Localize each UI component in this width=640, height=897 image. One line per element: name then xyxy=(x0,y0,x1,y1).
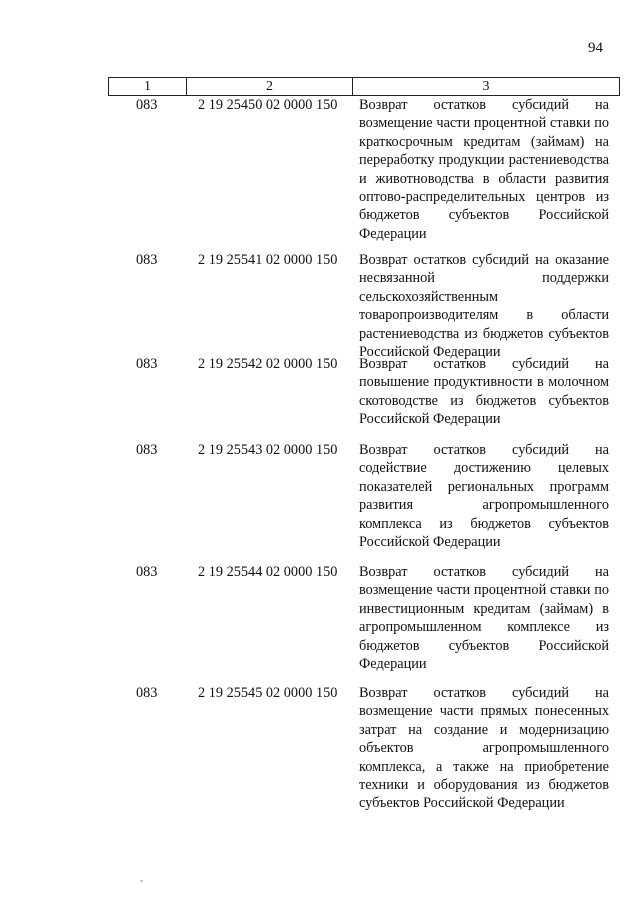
kbk-code-cell: 2 19 25450 02 0000 150 xyxy=(198,97,338,113)
kbk-code-cell: 2 19 25544 02 0000 150 xyxy=(198,564,338,580)
column-header-3: 3 xyxy=(482,79,490,94)
admin-code-cell: 083 xyxy=(136,564,158,580)
column-header-2: 2 xyxy=(187,78,353,95)
admin-code-cell: 083 xyxy=(136,252,158,268)
kbk-code-cell: 2 19 25545 02 0000 150 xyxy=(198,685,338,701)
description-cell: Возврат остатков субсидий на возмещение части прямых понесенных затрат на создание и модернизацию объектов агропромышленного комплекса, а также на приобретение техники и оборудования из бюджетов субъектов Российской Федерации xyxy=(359,685,609,812)
admin-code-cell: 083 xyxy=(136,356,158,372)
admin-code-cell: 083 xyxy=(136,97,158,113)
kbk-code-cell: 2 19 25542 02 0000 150 xyxy=(198,356,338,372)
kbk-code-cell: 2 19 25541 02 0000 150 xyxy=(198,252,338,268)
scan-speck xyxy=(140,880,143,882)
page-number: 94 xyxy=(588,40,603,56)
admin-code-cell: 083 xyxy=(136,685,158,701)
column-header-1: 1 xyxy=(109,78,187,95)
table-column-header xyxy=(108,77,620,96)
description-cell: Возврат остатков субсидий на оказание несвязанной поддержки сельскохозяйственным товаропроизводителям в области растениеводства из бюджетов субъектов Российской Федерации xyxy=(359,252,609,361)
kbk-code-cell: 2 19 25543 02 0000 150 xyxy=(198,442,338,458)
description-cell: Возврат остатков субсидий на повышение продуктивности в молочном скотоводстве из бюджетов субъектов Российской Федерации xyxy=(359,356,609,428)
description-cell: Возврат остатков субсидий на возмещение части процентной ставки по краткосрочным кредитам (займам) на переработку продукции растениеводства и животноводства в области развития оптово-распределительных центров из бюджетов субъектов Российской Федерации xyxy=(359,97,609,242)
admin-code-cell: 083 xyxy=(136,442,158,458)
description-cell: Возврат остатков субсидий на возмещение части процентной ставки по инвестиционным кредитам (займам) в агропромышленном комплексе из бюджетов субъектов Российской Федерации xyxy=(359,564,609,673)
description-cell: Возврат остатков субсидий на содействие достижению целевых показателей региональных программ развития агропромышленного комплекса из бюджетов субъектов Российской Федерации xyxy=(359,442,609,551)
